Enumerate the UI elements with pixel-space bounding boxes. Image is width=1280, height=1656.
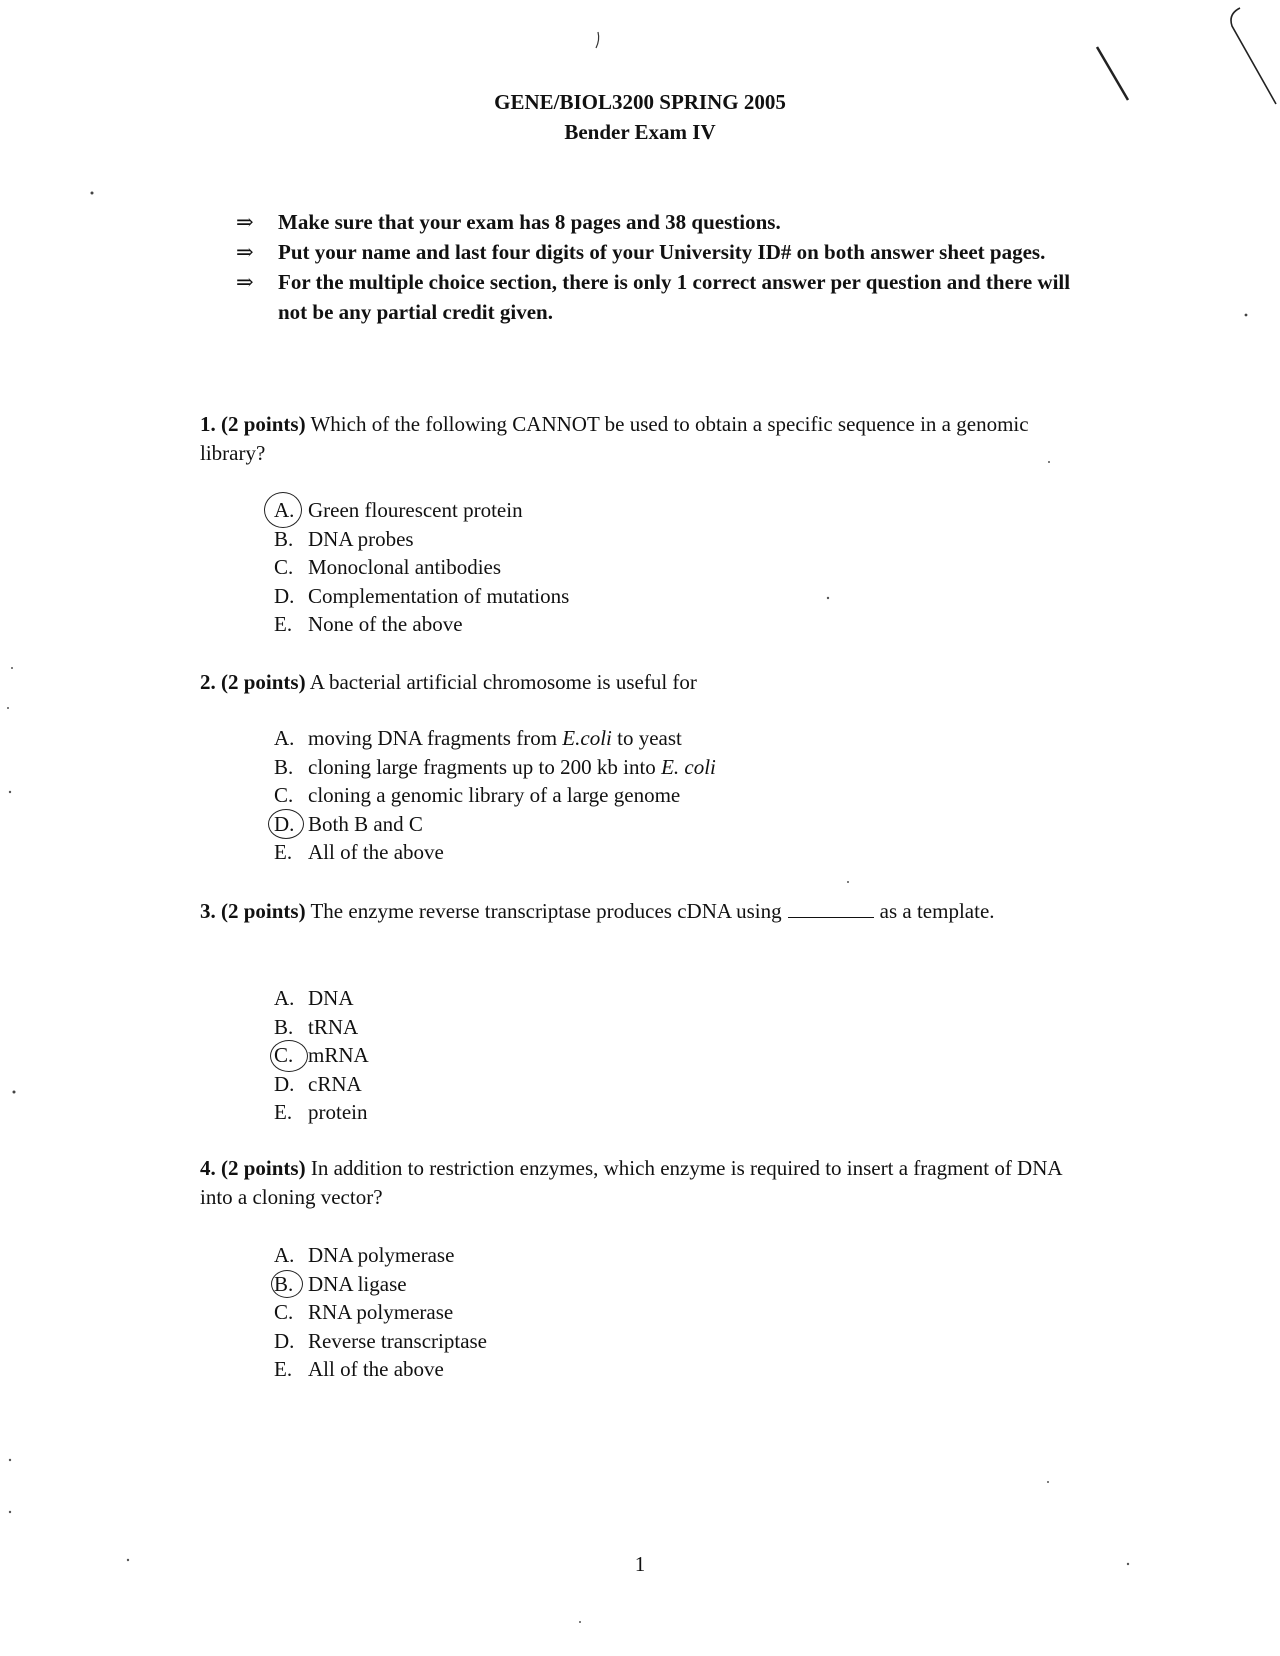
- option-e[interactable]: E. All of the above: [274, 1357, 444, 1381]
- option-d[interactable]: D. Reverse transcriptase: [274, 1328, 488, 1353]
- question-text: The enzyme reverse transcriptase produces cDNA using: [310, 899, 782, 923]
- question-points: (2 points): [221, 899, 306, 923]
- instruction-item: ⇒ For the multiple choice section, there is only 1 correct answer per question and there will not be any partial credit given.: [236, 267, 1076, 327]
- option-d[interactable]: D. Complementation of mutations: [274, 583, 570, 608]
- arrow-right-icon: ⇒: [236, 210, 254, 234]
- instruction-item: ⇒ Put your name and last four digits of your University ID# on both answer sheet pages.: [236, 237, 1076, 267]
- option-d[interactable]: D. Both B and C: [274, 810, 716, 839]
- question-4: [200, 1154, 1090, 1212]
- speck: [7, 707, 9, 709]
- speck: [1047, 1481, 1049, 1483]
- option-a[interactable]: A. DNA polymerase: [274, 1243, 455, 1267]
- option-c[interactable]: C. mRNA: [274, 1041, 369, 1070]
- question-number: 2.: [200, 670, 216, 694]
- option-a[interactable]: A. Green flourescent protein: [274, 496, 569, 525]
- arrow-right-icon: ⇒: [236, 270, 254, 294]
- option-c[interactable]: C. cloning a genomic library of a large genome: [274, 783, 681, 807]
- option-e[interactable]: E. None of the above: [274, 612, 463, 636]
- pen-stroke-top: [596, 32, 599, 48]
- option-b[interactable]: B. tRNA: [274, 1014, 359, 1039]
- speck: [1245, 314, 1248, 317]
- speck: [9, 1511, 11, 1513]
- option-b[interactable]: B. DNA ligase: [274, 1270, 487, 1299]
- question-number: 3.: [200, 899, 216, 923]
- question-points: (2 points): [221, 670, 306, 694]
- speck: [847, 881, 849, 883]
- instruction-item: ⇒ Make sure that your exam has 8 pages and 38 questions.: [236, 207, 1076, 237]
- option-a[interactable]: A. DNA: [274, 986, 354, 1010]
- speck: [91, 192, 94, 195]
- question-3-options: [274, 984, 369, 1127]
- option-c[interactable]: C. RNA polymerase: [274, 1300, 454, 1324]
- question-text-end: as a template.: [879, 899, 995, 923]
- question-1-options: [274, 496, 569, 639]
- question-2-options: [274, 724, 716, 867]
- course-title: GENE/BIOL3200 SPRING 2005: [494, 90, 786, 114]
- exam-title: Bender Exam IV: [564, 120, 716, 144]
- question-number: 4.: [200, 1156, 216, 1180]
- option-b[interactable]: B. cloning large fragments up to 200 kb into E. coli: [274, 754, 716, 779]
- instructions-list: [236, 207, 1076, 327]
- question-4-options: [274, 1241, 487, 1384]
- option-c[interactable]: C. Monoclonal antibodies: [274, 555, 502, 579]
- speck: [9, 1459, 11, 1461]
- question-text: In addition to restriction enzymes, which enzyme is required to insert a fragment of DNA into a cloning vector?: [200, 1156, 1062, 1209]
- option-a[interactable]: A. moving DNA fragments from E.coli to yeast: [274, 726, 682, 750]
- speck: [11, 667, 13, 669]
- option-d[interactable]: D. cRNA: [274, 1071, 362, 1096]
- option-b[interactable]: B. DNA probes: [274, 526, 414, 551]
- arrow-right-icon: ⇒: [236, 240, 254, 264]
- question-3: [200, 897, 1090, 926]
- question-number: 1.: [200, 412, 216, 436]
- option-e[interactable]: E. protein: [274, 1100, 368, 1124]
- speck: [13, 1091, 16, 1094]
- speck: [579, 1621, 581, 1623]
- answer-blank: [788, 899, 874, 918]
- speck: [9, 791, 11, 793]
- page-number: 1: [634, 1552, 646, 1576]
- question-text: A bacterial artificial chromosome is useful for: [309, 670, 697, 694]
- question-1: [200, 410, 1090, 468]
- question-text: Which of the following CANNOT be used to obtain a specific sequence in a genomic library?: [200, 412, 1029, 465]
- question-points: (2 points): [221, 1156, 306, 1180]
- question-2: [200, 668, 1090, 697]
- option-e[interactable]: E. All of the above: [274, 840, 444, 864]
- question-points: (2 points): [221, 412, 306, 436]
- speck: [827, 597, 829, 599]
